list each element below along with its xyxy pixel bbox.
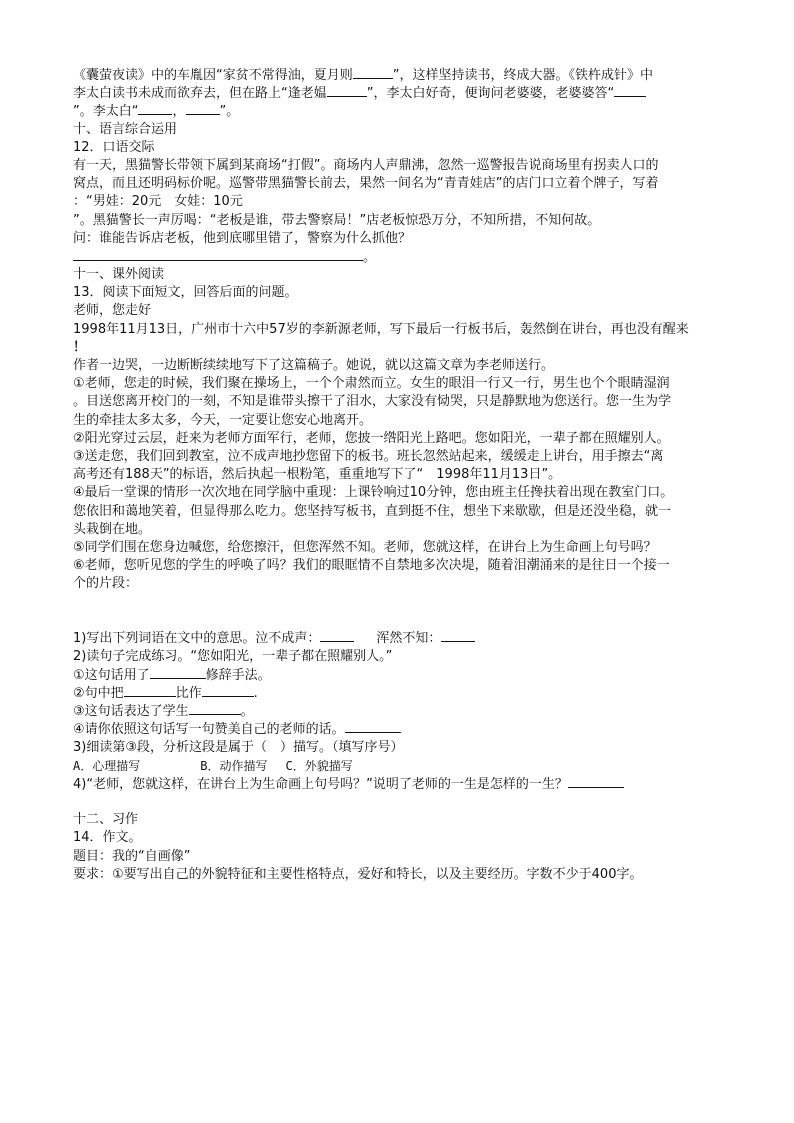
blank[interactable]: [345, 720, 401, 733]
paragraph-line: ：“男娃：20元 女娃：10元: [73, 194, 243, 210]
essay-topic: 题目：我的“自画像”: [73, 848, 191, 864]
question-line: 3)细读第③段，分析这段是属于（ ）描写。（填写序号）: [73, 739, 404, 755]
text: 《囊萤夜读》中的车胤因“家贫不常得油，夏月则: [73, 68, 353, 83]
option-b[interactable]: B．动作描写: [200, 758, 268, 773]
article-line: ②阳光穿过云层，赶来为老师方面军行，老师，您披一绺阳光上路吧。您如阳光，一辈子都在照耀别人。: [73, 430, 670, 446]
text: ”。: [219, 104, 240, 120]
blank[interactable]: [327, 84, 367, 97]
answer-blank[interactable]: [73, 248, 363, 261]
text: 。: [240, 704, 254, 720]
options-line: [73, 757, 723, 775]
blank[interactable]: [441, 629, 475, 642]
article-line: ①老师，您走的时候，我们聚在操场上，一个个肃然而立。女生的眼泪一行又一行，男生也个个眼睛湿润: [73, 376, 670, 392]
blank[interactable]: [150, 666, 206, 679]
question-line: [73, 684, 723, 702]
paragraph-line: ”。黑猫警长一声厉喝：“老板是谁，带去警察局！”店老板惊恐万分，不知所措，不知何故。: [73, 212, 601, 228]
blank[interactable]: [614, 84, 646, 97]
essay-requirement: 要求：①要写出自己的外貌特征和主要性格特点，爱好和特长，以及主要经历。字数不少于400字。: [73, 866, 643, 882]
spacer: [73, 593, 723, 629]
text: ③这句话表达了学生: [73, 704, 189, 720]
question-line: 问：谁能告诉店老板，他到底哪里错了，警察为什么抓他？: [73, 230, 412, 246]
option-c[interactable]: C．外貌描写: [285, 758, 353, 773]
text: ”。李太白“: [73, 104, 139, 120]
text: 4)“老师，您就这样，在讲台上为生命画上句号吗？”说明了老师的一生是怎样的一生？: [73, 776, 568, 792]
section-title: 十一、课外阅读: [73, 267, 165, 283]
blank[interactable]: [568, 775, 624, 788]
blank[interactable]: [186, 102, 220, 115]
blank[interactable]: [353, 66, 393, 79]
section-title: 十二、习作: [73, 812, 139, 828]
article-line: 头栽倒在地。: [73, 521, 152, 537]
text: 1)写出下列词语在文中的意思。泣不成声：: [73, 631, 321, 647]
question-line: [73, 666, 723, 684]
text: ”，这样坚持读书，终成大器。《铁杵成针》中: [392, 68, 653, 83]
text: .: [253, 686, 258, 701]
blank[interactable]: [124, 684, 176, 697]
paragraph-line: 有一天，黑猫警长带领下属到某商场“打假”。商场内人声鼎沸，忽然一巡警报告说商场里有拐卖人口的: [73, 157, 659, 173]
article-line: 。目送您离开校门的一刻，不知是谁带头擦干了泪水，大家没有恸哭，只是静默地为您送行。您一生为学: [73, 394, 672, 410]
text: 修辞手法。: [205, 667, 271, 683]
question-line: [73, 775, 723, 793]
blank[interactable]: [189, 702, 241, 715]
article-line: 高考还有188天”的标语，然后执起一根粉笔，重重地写下了“ 1998年11月13日”。: [73, 467, 562, 483]
article-title: 老师，您走好: [73, 303, 152, 319]
text: ①这句话用了: [73, 667, 150, 683]
article-line: ！: [73, 339, 87, 355]
text: ”，李太白好奇，便询问老婆婆，老婆婆答“: [366, 86, 615, 102]
question-line: [73, 702, 723, 720]
section-title: 十、语言综合运用: [73, 121, 178, 137]
question-line: [73, 629, 723, 647]
answer-line: [73, 248, 723, 266]
poem-line-2: [73, 84, 723, 102]
question-line: 2)读句子完成练习。“您如阳光，一辈子都在照耀别人。”: [73, 648, 393, 664]
text: 比作: [175, 686, 202, 701]
worksheet-page: [73, 66, 723, 884]
blank[interactable]: [202, 684, 254, 697]
article-line: 作者一边哭，一边断断续续地写下了这篇稿子。她说，就以这篇文章为李老师送行。: [73, 358, 555, 373]
article-line: 1998年11月13日，广州市十六中57岁的李新源老师，写下最后一行板书后，轰然倒在讲台，再也没有醒来: [73, 321, 689, 337]
text: 浑然不知：: [376, 631, 442, 647]
article-line: ⑤同学们围在您身边喊您，给您擦汗，但您浑然不知。老师，您就这样，在讲台上为生命画上句号吗？: [73, 539, 657, 555]
article-line: ④最后一堂课的情形一次次地在同学脑中重现：上课铃响过10分钟，您由班主任搀扶着出现在教室门口。: [73, 485, 674, 501]
blank[interactable]: [320, 629, 354, 642]
poem-line-1: [73, 66, 723, 84]
paragraph-line: 窝点，而且还明码标价呢。巡警带黑猫警长前去，果然一间名为“青青娃店”的店门口立着个牌子，写着: [73, 176, 659, 192]
article-line: ③送走您，我们回到教室，泣不成声地抄您留下的板书。班长忽然站起来，缓缓走上讲台，用手擦去“离: [73, 448, 664, 464]
article-line: 您依旧和蔼地笑着，但显得那么吃力。您坚持写板书，直到挺不住，想坐下来歇歇，但是还没坐稳，就一: [73, 503, 672, 519]
text: 。: [363, 249, 377, 265]
article-line: 个的片段：: [73, 576, 139, 592]
question-line: [73, 720, 723, 738]
text: ④请你依照这句话写一句赞美自己的老师的话。: [73, 722, 345, 738]
option-a[interactable]: A．心理描写: [73, 758, 141, 773]
text: 李太白读书未成而欲弃去，但在路上“逢老媪: [73, 86, 327, 102]
text: ，: [172, 104, 186, 120]
question-number: 12．口语交际: [73, 139, 155, 155]
article-line: 生的牵挂太多太多，今天，一定要让您安心地离开。: [73, 412, 373, 428]
question-number: 13．阅读下面短文，回答后面的问题。: [73, 285, 298, 301]
question-number: 14．作文。: [73, 830, 142, 846]
spacer: [73, 793, 723, 811]
poem-line-3: [73, 102, 723, 120]
text: ②句中把: [73, 686, 124, 701]
blank[interactable]: [138, 102, 172, 115]
article-line: ⑥老师，您听见您的学生的呼唤了吗？我们的眼眶情不自禁地多次决堤，随着泪潮涌来的是往日一个接一: [73, 558, 670, 574]
